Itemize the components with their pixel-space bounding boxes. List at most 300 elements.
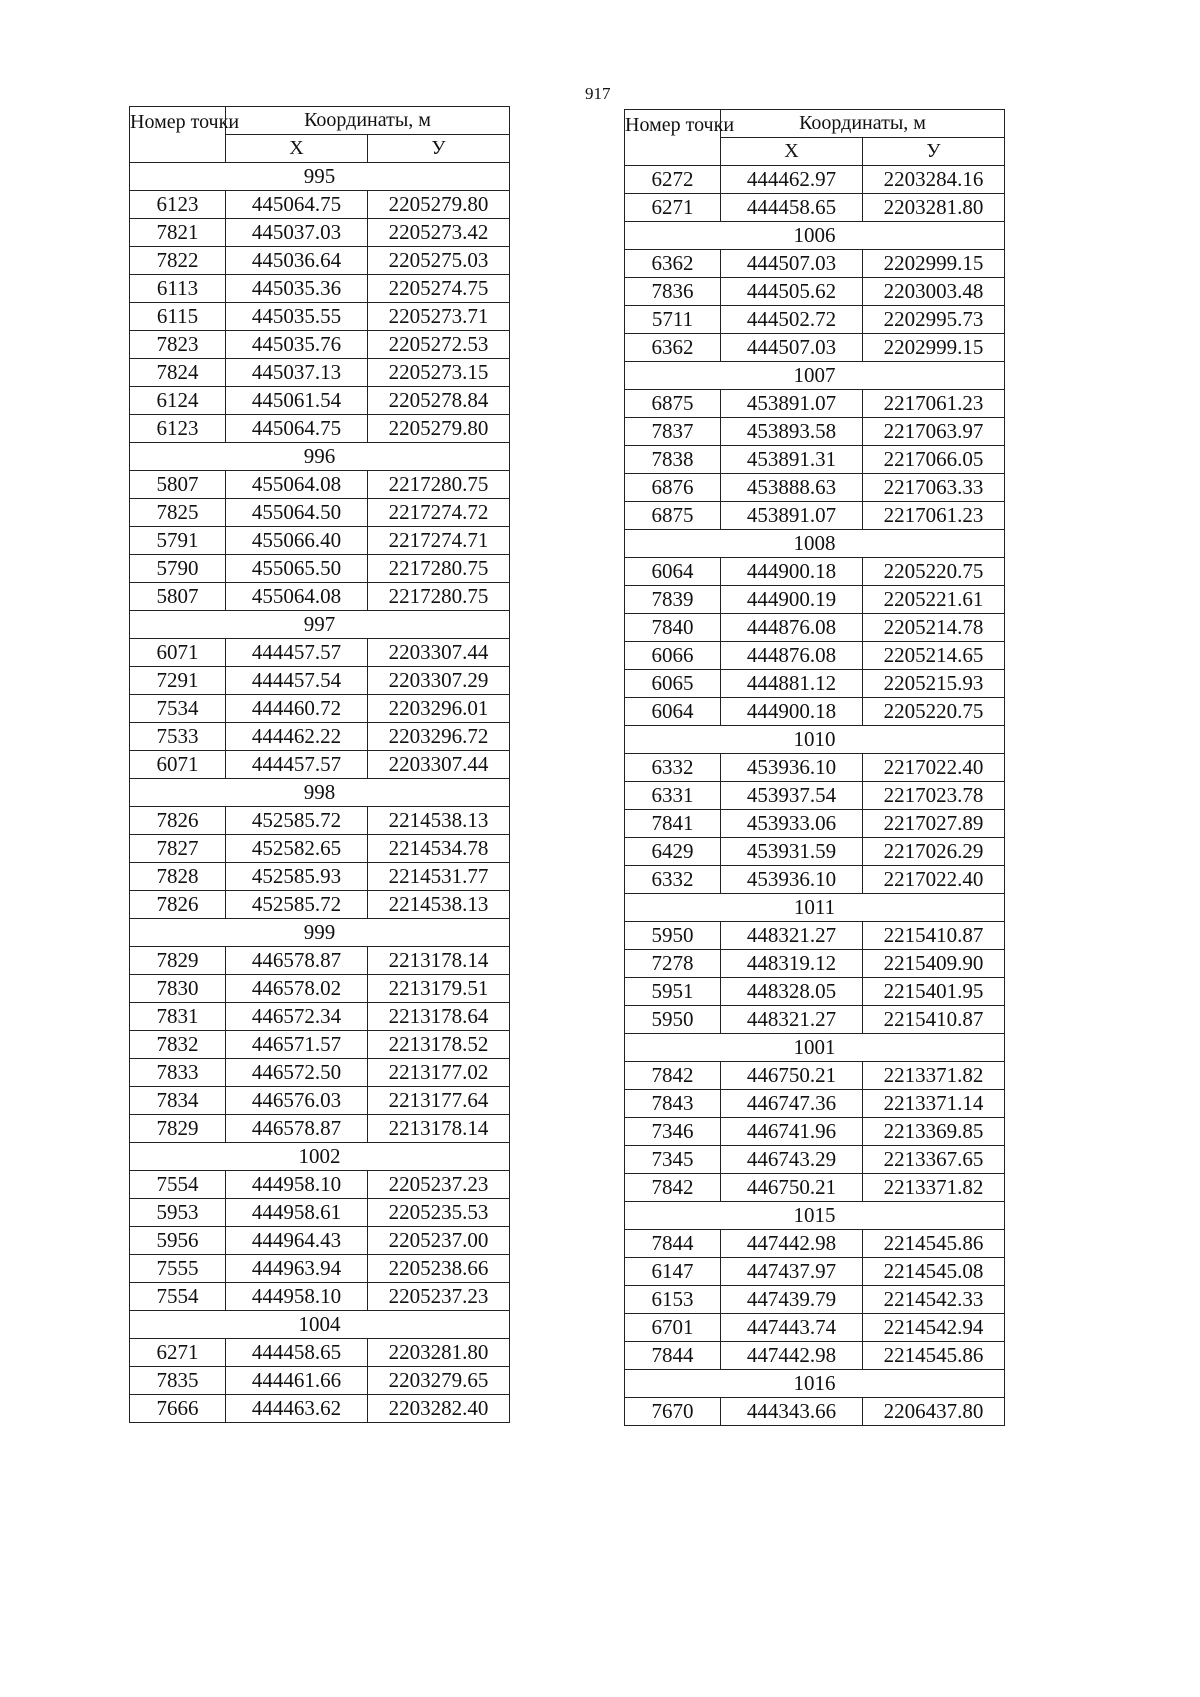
table-body-left <box>130 163 510 1423</box>
x-coordinate-cell: 444463.62 <box>226 1395 368 1423</box>
point-number-cell: 7828 <box>130 863 226 891</box>
y-coordinate-cell: 2203307.44 <box>368 639 510 667</box>
x-coordinate-cell: 447442.98 <box>721 1342 863 1370</box>
x-coordinate-cell: 444502.72 <box>721 306 863 334</box>
group-row <box>130 919 510 947</box>
group-row <box>625 1034 1005 1062</box>
y-coordinate-cell: 2214542.33 <box>863 1286 1005 1314</box>
y-coordinate-cell: 2217026.29 <box>863 838 1005 866</box>
y-coordinate-cell: 2203296.01 <box>368 695 510 723</box>
table-row <box>130 1003 510 1031</box>
point-number-cell: 7278 <box>625 950 721 978</box>
point-number-cell: 6272 <box>625 166 721 194</box>
y-coordinate-cell: 2213179.51 <box>368 975 510 1003</box>
point-number-cell: 6875 <box>625 390 721 418</box>
y-coordinate-cell: 2213178.14 <box>368 1115 510 1143</box>
x-coordinate-cell: 444507.03 <box>721 334 863 362</box>
group-row <box>625 726 1005 754</box>
y-coordinate-cell: 2217063.97 <box>863 418 1005 446</box>
point-number-cell: 7835 <box>130 1367 226 1395</box>
y-coordinate-cell: 2213371.82 <box>863 1174 1005 1202</box>
point-number-cell: 7831 <box>130 1003 226 1031</box>
x-coordinate-cell: 444505.62 <box>721 278 863 306</box>
x-coordinate-cell: 446743.29 <box>721 1146 863 1174</box>
x-coordinate-cell: 448321.27 <box>721 1006 863 1034</box>
y-coordinate-cell: 2203279.65 <box>368 1367 510 1395</box>
x-coordinate-cell: 444462.22 <box>226 723 368 751</box>
table-row <box>625 446 1005 474</box>
table-row <box>130 807 510 835</box>
table-row <box>625 922 1005 950</box>
header-coordinates: Координаты, м <box>226 107 510 135</box>
point-number-cell: 7825 <box>130 499 226 527</box>
point-number-cell: 5807 <box>130 471 226 499</box>
y-coordinate-cell: 2217280.75 <box>368 471 510 499</box>
x-coordinate-cell: 444457.57 <box>226 639 368 667</box>
x-coordinate-cell: 444900.18 <box>721 698 863 726</box>
point-number-cell: 7823 <box>130 331 226 359</box>
point-number-cell: 6147 <box>625 1258 721 1286</box>
table-row <box>130 331 510 359</box>
x-coordinate-cell: 447442.98 <box>721 1230 863 1258</box>
point-number-cell: 7842 <box>625 1062 721 1090</box>
y-coordinate-cell: 2215410.87 <box>863 1006 1005 1034</box>
x-coordinate-cell: 444881.12 <box>721 670 863 698</box>
y-coordinate-cell: 2205215.93 <box>863 670 1005 698</box>
point-number-cell: 7534 <box>130 695 226 723</box>
point-number-cell: 6115 <box>130 303 226 331</box>
x-coordinate-cell: 453933.06 <box>721 810 863 838</box>
table-row <box>130 639 510 667</box>
point-number-cell: 6429 <box>625 838 721 866</box>
table-row <box>130 359 510 387</box>
table-row <box>625 1258 1005 1286</box>
y-coordinate-cell: 2213371.14 <box>863 1090 1005 1118</box>
group-label: 1010 <box>625 726 1005 754</box>
y-coordinate-cell: 2205273.15 <box>368 359 510 387</box>
y-coordinate-cell: 2203307.29 <box>368 667 510 695</box>
table-row <box>625 390 1005 418</box>
y-coordinate-cell: 2213178.52 <box>368 1031 510 1059</box>
x-coordinate-cell: 452585.72 <box>226 891 368 919</box>
y-coordinate-cell: 2214531.77 <box>368 863 510 891</box>
x-coordinate-cell: 444876.08 <box>721 614 863 642</box>
point-number-cell: 6065 <box>625 670 721 698</box>
x-coordinate-cell: 455064.08 <box>226 583 368 611</box>
x-coordinate-cell: 445035.76 <box>226 331 368 359</box>
point-number-cell: 7666 <box>130 1395 226 1423</box>
header-y: У <box>368 135 510 163</box>
point-number-cell: 7827 <box>130 835 226 863</box>
x-coordinate-cell: 452585.72 <box>226 807 368 835</box>
y-coordinate-cell: 2205214.78 <box>863 614 1005 642</box>
table-row <box>625 334 1005 362</box>
y-coordinate-cell: 2205272.53 <box>368 331 510 359</box>
y-coordinate-cell: 2205220.75 <box>863 698 1005 726</box>
y-coordinate-cell: 2213178.64 <box>368 1003 510 1031</box>
y-coordinate-cell: 2213177.64 <box>368 1087 510 1115</box>
y-coordinate-cell: 2203296.72 <box>368 723 510 751</box>
x-coordinate-cell: 453936.10 <box>721 754 863 782</box>
table-row <box>130 303 510 331</box>
x-coordinate-cell: 446750.21 <box>721 1062 863 1090</box>
point-number-cell: 7555 <box>130 1255 226 1283</box>
point-number-cell: 6066 <box>625 642 721 670</box>
y-coordinate-cell: 2217023.78 <box>863 782 1005 810</box>
group-label: 1015 <box>625 1202 1005 1230</box>
x-coordinate-cell: 452585.93 <box>226 863 368 891</box>
point-number-cell: 6332 <box>625 754 721 782</box>
x-coordinate-cell: 444958.10 <box>226 1283 368 1311</box>
point-number-cell: 5950 <box>625 1006 721 1034</box>
y-coordinate-cell: 2213369.85 <box>863 1118 1005 1146</box>
x-coordinate-cell: 444507.03 <box>721 250 863 278</box>
group-row <box>625 222 1005 250</box>
x-coordinate-cell: 444964.43 <box>226 1227 368 1255</box>
y-coordinate-cell: 2203282.40 <box>368 1395 510 1423</box>
point-number-cell: 7832 <box>130 1031 226 1059</box>
table-row <box>625 1174 1005 1202</box>
y-coordinate-cell: 2203003.48 <box>863 278 1005 306</box>
x-coordinate-cell: 446578.02 <box>226 975 368 1003</box>
table-row <box>625 474 1005 502</box>
y-coordinate-cell: 2205214.65 <box>863 642 1005 670</box>
y-coordinate-cell: 2214545.86 <box>863 1230 1005 1258</box>
table-row <box>130 1199 510 1227</box>
table-row <box>625 754 1005 782</box>
y-coordinate-cell: 2205235.53 <box>368 1199 510 1227</box>
x-coordinate-cell: 453891.31 <box>721 446 863 474</box>
point-number-cell: 6362 <box>625 250 721 278</box>
group-row <box>625 1202 1005 1230</box>
table-row <box>625 866 1005 894</box>
group-row <box>130 443 510 471</box>
group-row <box>625 1370 1005 1398</box>
group-label: 1001 <box>625 1034 1005 1062</box>
y-coordinate-cell: 2202999.15 <box>863 334 1005 362</box>
group-label: 1011 <box>625 894 1005 922</box>
table-row <box>625 278 1005 306</box>
table-row <box>625 502 1005 530</box>
page-number: 917 <box>585 84 611 103</box>
point-number-cell: 7834 <box>130 1087 226 1115</box>
x-coordinate-cell: 446578.87 <box>226 947 368 975</box>
x-coordinate-cell: 445037.03 <box>226 219 368 247</box>
group-label: 1002 <box>130 1143 510 1171</box>
x-coordinate-cell: 445037.13 <box>226 359 368 387</box>
point-number-cell: 7836 <box>625 278 721 306</box>
point-number-cell: 5791 <box>130 527 226 555</box>
x-coordinate-cell: 453891.07 <box>721 390 863 418</box>
point-number-cell: 6124 <box>130 387 226 415</box>
table-row <box>625 614 1005 642</box>
y-coordinate-cell: 2214545.86 <box>863 1342 1005 1370</box>
y-coordinate-cell: 2214534.78 <box>368 835 510 863</box>
y-coordinate-cell: 2205275.03 <box>368 247 510 275</box>
point-number-cell: 5790 <box>130 555 226 583</box>
point-number-cell: 7826 <box>130 891 226 919</box>
point-number-cell: 7291 <box>130 667 226 695</box>
x-coordinate-cell: 446571.57 <box>226 1031 368 1059</box>
point-number-cell: 6876 <box>625 474 721 502</box>
header-y: У <box>863 138 1005 166</box>
x-coordinate-cell: 444462.97 <box>721 166 863 194</box>
x-coordinate-cell: 448319.12 <box>721 950 863 978</box>
table-row <box>130 1283 510 1311</box>
table-row <box>130 247 510 275</box>
point-number-cell: 7842 <box>625 1174 721 1202</box>
coordinates-table-left <box>129 106 510 1423</box>
table-row <box>130 1031 510 1059</box>
y-coordinate-cell: 2215410.87 <box>863 922 1005 950</box>
point-number-cell: 6064 <box>625 558 721 586</box>
point-number-cell: 6271 <box>625 194 721 222</box>
table-row <box>130 219 510 247</box>
point-number-cell: 6332 <box>625 866 721 894</box>
point-number-cell: 5807 <box>130 583 226 611</box>
y-coordinate-cell: 2205279.80 <box>368 191 510 219</box>
y-coordinate-cell: 2217066.05 <box>863 446 1005 474</box>
y-coordinate-cell: 2205238.66 <box>368 1255 510 1283</box>
x-coordinate-cell: 446741.96 <box>721 1118 863 1146</box>
x-coordinate-cell: 445035.36 <box>226 275 368 303</box>
x-coordinate-cell: 453891.07 <box>721 502 863 530</box>
table-row <box>625 586 1005 614</box>
x-coordinate-cell: 444457.57 <box>226 751 368 779</box>
y-coordinate-cell: 2213367.65 <box>863 1146 1005 1174</box>
point-number-cell: 6123 <box>130 191 226 219</box>
x-coordinate-cell: 455065.50 <box>226 555 368 583</box>
point-number-cell: 7826 <box>130 807 226 835</box>
table-row <box>625 698 1005 726</box>
y-coordinate-cell: 2213178.14 <box>368 947 510 975</box>
x-coordinate-cell: 444461.66 <box>226 1367 368 1395</box>
x-coordinate-cell: 446572.34 <box>226 1003 368 1031</box>
point-number-cell: 7840 <box>625 614 721 642</box>
point-number-cell: 7841 <box>625 810 721 838</box>
table-row <box>625 642 1005 670</box>
point-number-cell: 7829 <box>130 947 226 975</box>
group-label: 1008 <box>625 530 1005 558</box>
table-row <box>625 1342 1005 1370</box>
point-number-cell: 6331 <box>625 782 721 810</box>
x-coordinate-cell: 444900.18 <box>721 558 863 586</box>
table-row <box>130 1255 510 1283</box>
header-coordinates: Координаты, м <box>721 110 1005 138</box>
x-coordinate-cell: 444958.10 <box>226 1171 368 1199</box>
x-coordinate-cell: 444876.08 <box>721 642 863 670</box>
table-row <box>625 558 1005 586</box>
y-coordinate-cell: 2205220.75 <box>863 558 1005 586</box>
x-coordinate-cell: 445064.75 <box>226 415 368 443</box>
table-row <box>130 863 510 891</box>
y-coordinate-cell: 2205278.84 <box>368 387 510 415</box>
x-coordinate-cell: 448328.05 <box>721 978 863 1006</box>
table-row <box>130 835 510 863</box>
point-number-cell: 7824 <box>130 359 226 387</box>
point-number-cell: 6875 <box>625 502 721 530</box>
group-row <box>130 611 510 639</box>
point-number-cell: 7838 <box>625 446 721 474</box>
x-coordinate-cell: 445061.54 <box>226 387 368 415</box>
group-row <box>130 163 510 191</box>
x-coordinate-cell: 445036.64 <box>226 247 368 275</box>
group-row <box>130 779 510 807</box>
x-coordinate-cell: 446750.21 <box>721 1174 863 1202</box>
x-coordinate-cell: 455064.50 <box>226 499 368 527</box>
table-row <box>625 166 1005 194</box>
point-number-cell: 7554 <box>130 1171 226 1199</box>
table-row <box>625 1118 1005 1146</box>
x-coordinate-cell: 446578.87 <box>226 1115 368 1143</box>
table-row <box>130 891 510 919</box>
point-number-cell: 6362 <box>625 334 721 362</box>
point-number-cell: 7833 <box>130 1059 226 1087</box>
y-coordinate-cell: 2215401.95 <box>863 978 1005 1006</box>
point-number-cell: 7346 <box>625 1118 721 1146</box>
x-coordinate-cell: 444963.94 <box>226 1255 368 1283</box>
table-row <box>130 667 510 695</box>
table-row <box>130 1115 510 1143</box>
y-coordinate-cell: 2205273.71 <box>368 303 510 331</box>
point-number-cell: 7554 <box>130 1283 226 1311</box>
table-row <box>130 1339 510 1367</box>
point-number-cell: 7829 <box>130 1115 226 1143</box>
y-coordinate-cell: 2217274.71 <box>368 527 510 555</box>
x-coordinate-cell: 447443.74 <box>721 1314 863 1342</box>
y-coordinate-cell: 2217274.72 <box>368 499 510 527</box>
y-coordinate-cell: 2214538.13 <box>368 807 510 835</box>
y-coordinate-cell: 2217027.89 <box>863 810 1005 838</box>
y-coordinate-cell: 2217280.75 <box>368 583 510 611</box>
table-row <box>130 947 510 975</box>
table-body-right <box>625 166 1005 1426</box>
x-coordinate-cell: 446576.03 <box>226 1087 368 1115</box>
header-x: X <box>226 135 368 163</box>
table-row <box>130 695 510 723</box>
y-coordinate-cell: 2205237.23 <box>368 1283 510 1311</box>
table-row <box>625 950 1005 978</box>
table-row <box>130 555 510 583</box>
table-row <box>625 1062 1005 1090</box>
x-coordinate-cell: 446572.50 <box>226 1059 368 1087</box>
point-number-cell: 7533 <box>130 723 226 751</box>
table-row <box>130 1087 510 1115</box>
point-number-cell: 6113 <box>130 275 226 303</box>
y-coordinate-cell: 2203281.80 <box>863 194 1005 222</box>
y-coordinate-cell: 2203281.80 <box>368 1339 510 1367</box>
table-row <box>130 1367 510 1395</box>
group-label: 1004 <box>130 1311 510 1339</box>
y-coordinate-cell: 2205273.42 <box>368 219 510 247</box>
x-coordinate-cell: 453931.59 <box>721 838 863 866</box>
table-row <box>625 306 1005 334</box>
point-number-cell: 5711 <box>625 306 721 334</box>
table-row <box>130 751 510 779</box>
group-row <box>625 894 1005 922</box>
table-row <box>625 810 1005 838</box>
table-row <box>625 1090 1005 1118</box>
point-number-cell: 6701 <box>625 1314 721 1342</box>
group-row <box>130 1143 510 1171</box>
table-row <box>625 838 1005 866</box>
table-row <box>625 1146 1005 1174</box>
table-row <box>625 1398 1005 1426</box>
x-coordinate-cell: 444900.19 <box>721 586 863 614</box>
y-coordinate-cell: 2202995.73 <box>863 306 1005 334</box>
y-coordinate-cell: 2217061.23 <box>863 390 1005 418</box>
x-coordinate-cell: 444458.65 <box>721 194 863 222</box>
x-coordinate-cell: 445064.75 <box>226 191 368 219</box>
x-coordinate-cell: 444460.72 <box>226 695 368 723</box>
x-coordinate-cell: 453888.63 <box>721 474 863 502</box>
group-row <box>130 1311 510 1339</box>
table-row <box>625 670 1005 698</box>
group-label: 997 <box>130 611 510 639</box>
x-coordinate-cell: 444458.65 <box>226 1339 368 1367</box>
x-coordinate-cell: 445035.55 <box>226 303 368 331</box>
point-number-cell: 7844 <box>625 1230 721 1258</box>
coordinates-table-right <box>624 109 1005 1426</box>
table-row <box>625 418 1005 446</box>
y-coordinate-cell: 2203307.44 <box>368 751 510 779</box>
group-label: 999 <box>130 919 510 947</box>
x-coordinate-cell: 444343.66 <box>721 1398 863 1426</box>
point-number-cell: 7670 <box>625 1398 721 1426</box>
point-number-cell: 7839 <box>625 586 721 614</box>
table-row <box>130 275 510 303</box>
x-coordinate-cell: 453937.54 <box>721 782 863 810</box>
y-coordinate-cell: 2214538.13 <box>368 891 510 919</box>
header-point-number: Номер точки <box>625 110 721 166</box>
x-coordinate-cell: 447437.97 <box>721 1258 863 1286</box>
y-coordinate-cell: 2205274.75 <box>368 275 510 303</box>
y-coordinate-cell: 2217061.23 <box>863 502 1005 530</box>
x-coordinate-cell: 453893.58 <box>721 418 863 446</box>
y-coordinate-cell: 2202999.15 <box>863 250 1005 278</box>
y-coordinate-cell: 2217280.75 <box>368 555 510 583</box>
y-coordinate-cell: 2213177.02 <box>368 1059 510 1087</box>
x-coordinate-cell: 446747.36 <box>721 1090 863 1118</box>
y-coordinate-cell: 2205279.80 <box>368 415 510 443</box>
table-row <box>130 415 510 443</box>
y-coordinate-cell: 2214545.08 <box>863 1258 1005 1286</box>
x-coordinate-cell: 444457.54 <box>226 667 368 695</box>
x-coordinate-cell: 453936.10 <box>721 866 863 894</box>
point-number-cell: 7844 <box>625 1342 721 1370</box>
point-number-cell: 6071 <box>130 751 226 779</box>
table-row <box>130 1395 510 1423</box>
group-label: 995 <box>130 163 510 191</box>
group-label: 996 <box>130 443 510 471</box>
table-row <box>130 387 510 415</box>
point-number-cell: 7822 <box>130 247 226 275</box>
group-label: 1016 <box>625 1370 1005 1398</box>
table-row <box>625 1230 1005 1258</box>
group-label: 1007 <box>625 362 1005 390</box>
y-coordinate-cell: 2217022.40 <box>863 754 1005 782</box>
y-coordinate-cell: 2205221.61 <box>863 586 1005 614</box>
y-coordinate-cell: 2215409.90 <box>863 950 1005 978</box>
x-coordinate-cell: 455066.40 <box>226 527 368 555</box>
point-number-cell: 7830 <box>130 975 226 1003</box>
x-coordinate-cell: 444958.61 <box>226 1199 368 1227</box>
y-coordinate-cell: 2213371.82 <box>863 1062 1005 1090</box>
point-number-cell: 5950 <box>625 922 721 950</box>
group-label: 1006 <box>625 222 1005 250</box>
table-row <box>130 583 510 611</box>
x-coordinate-cell: 447439.79 <box>721 1286 863 1314</box>
